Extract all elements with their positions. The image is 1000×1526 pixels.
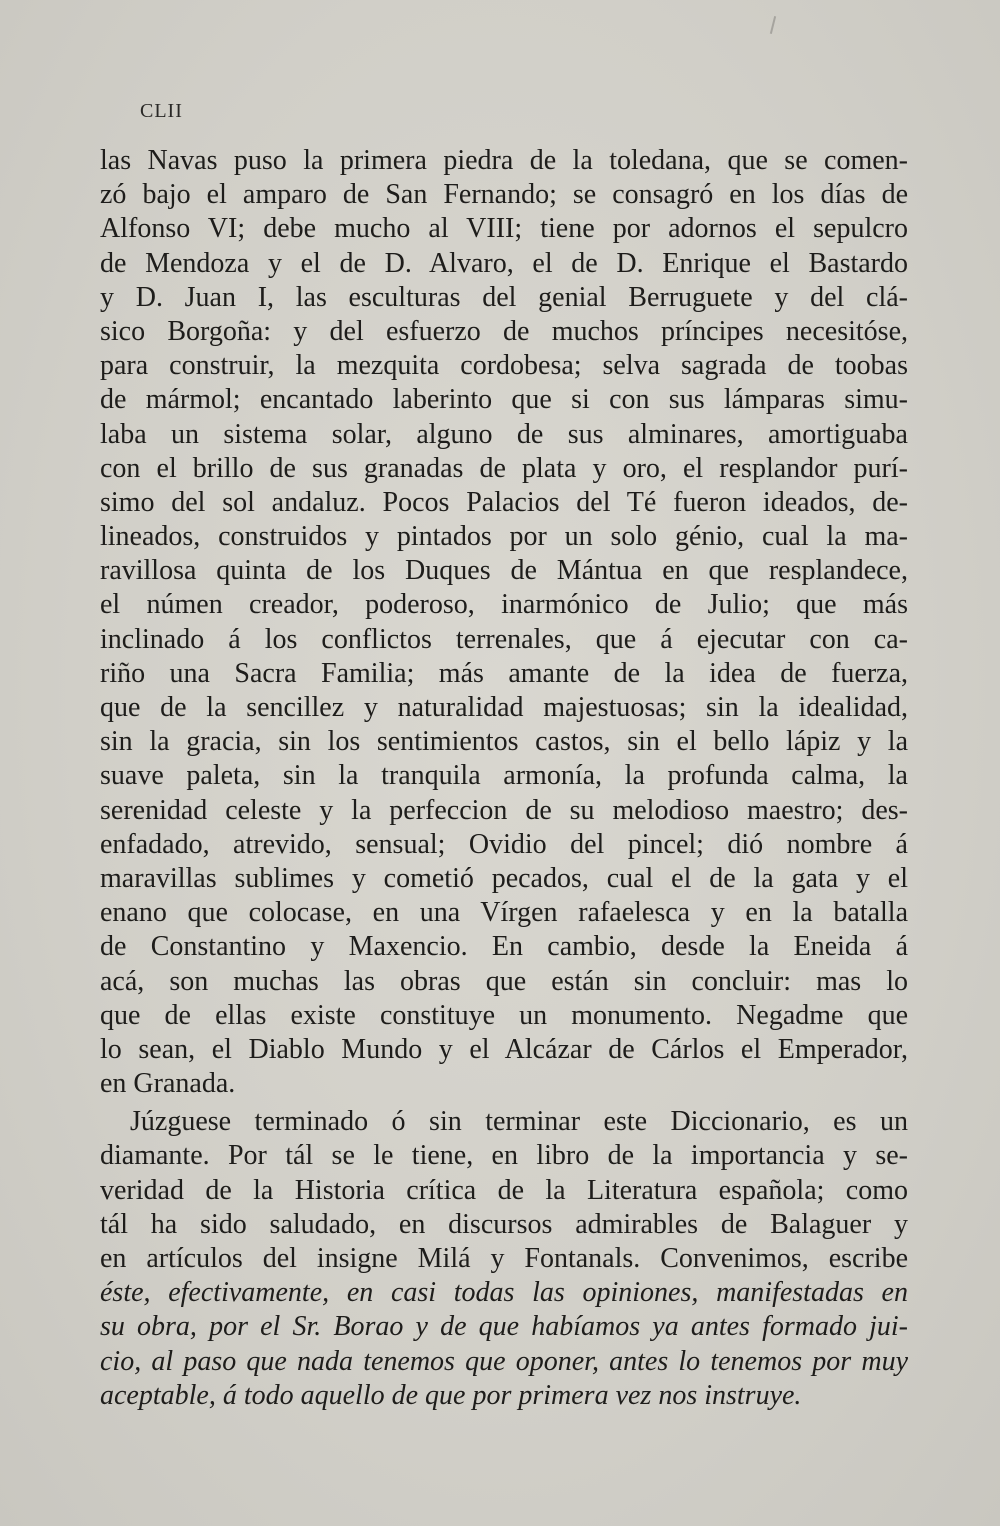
text-line: de Constantino y Maxencio. En cambio, desde la Eneida á [100,931,908,963]
body-text [100,144,908,1413]
text-line: veridad de la Historia crítica de la Literatura española; como [100,1174,908,1206]
text-line: laba un sistema solar, alguno de sus alminares, amortiguaba [100,418,908,450]
text-line: aceptable, á todo aquello de que por primera vez nos instruye. [100,1379,802,1411]
text-line: zó bajo el amparo de San Fernando; se consagró en los días de [100,179,908,211]
text-line: suave paleta, sin la tranquila armonía, la profunda calma, la [100,760,908,792]
text-line: inclinado á los conflictos terrenales, que á ejecutar con ca- [100,623,908,655]
text-line: con el brillo de sus granadas de plata y oro, el resplandor purí- [100,452,908,484]
text-line: sico Borgoña: y del esfuerzo de muchos príncipes necesitóse, [100,315,908,347]
text-line: éste, efectivamente, en casi todas las opiniones, manifestadas en [100,1277,908,1309]
text-line: el númen creador, poderoso, inarmónico de Julio; que más [100,589,908,621]
paper-mark [770,16,776,34]
text-line: enfadado, atrevido, sensual; Ovidio del pincel; dió nombre á [100,828,908,860]
text-line: en artículos del insigne Milá y Fontanals. Convenimos, escribe [100,1243,908,1274]
text-line: su obra, por el Sr. Borao y de que habíamos ya antes formado jui- [100,1311,908,1343]
text-line: maravillas sublimes y cometió pecados, cual el de la gata y el [100,862,908,894]
text-line: lineados, construidos y pintados por un solo génio, cual la ma- [100,521,908,553]
paragraph-1 [100,144,908,1101]
text-line: lo sean, el Diablo Mundo y el Alcázar de Cárlos el Emperador, [100,1033,908,1065]
text-line: tál ha sido saludado, en discursos admirables de Balaguer y [100,1208,908,1240]
text-line: que de ellas existe constituye un monumento. Negadme que [100,999,908,1031]
text-line: cio, al paso que nada tenemos que oponer, antes lo tenemos por muy [100,1345,908,1377]
text-line: de mármol; encantado laberinto que si con sus lámparas simu- [100,384,908,416]
text-line: ravillosa quinta de los Duques de Mántua en que resplandece, [100,555,908,587]
text-line: las Navas puso la primera piedra de la toledana, que se comen- [100,145,908,176]
text-line: en Granada. [100,1068,236,1100]
paragraph-2 [100,1105,908,1413]
text-line: para construir, la mezquita cordobesa; selva sagrada de toobas [100,350,908,382]
text-line: simo del sol andaluz. Pocos Palacios del Té fueron ideados, de- [100,486,908,518]
page-number: CLII [140,100,183,122]
text-line: de Mendoza y el de D. Alvaro, el de D. Enrique el Bastardo [100,247,908,279]
text-line: sin la gracia, sin los sentimientos castos, sin el bello lápiz y la [100,726,908,758]
text-line: Alfonso VI; debe mucho al VIII; tiene por adornos el sepulcro [100,213,908,245]
text-line: serenidad celeste y la perfeccion de su melodioso maestro; des- [100,794,908,826]
text-line: y D. Juan I, las esculturas del genial Berruguete y del clá- [100,281,908,313]
text-line: Júzguese terminado ó sin terminar este Diccionario, es un [130,1106,908,1138]
text-line: diamante. Por tál se le tiene, en libro de la importancia y se- [100,1140,908,1172]
text-line: acá, son muchas las obras que están sin concluir: mas lo [100,965,908,997]
text-line: riño una Sacra Familia; más amante de la idea de fuerza, [100,657,908,689]
text-line: enano que colocase, en una Vírgen rafaelesca y en la batalla [100,897,908,929]
text-line: que de la sencillez y naturalidad majestuosas; sin la idealidad, [100,692,908,723]
